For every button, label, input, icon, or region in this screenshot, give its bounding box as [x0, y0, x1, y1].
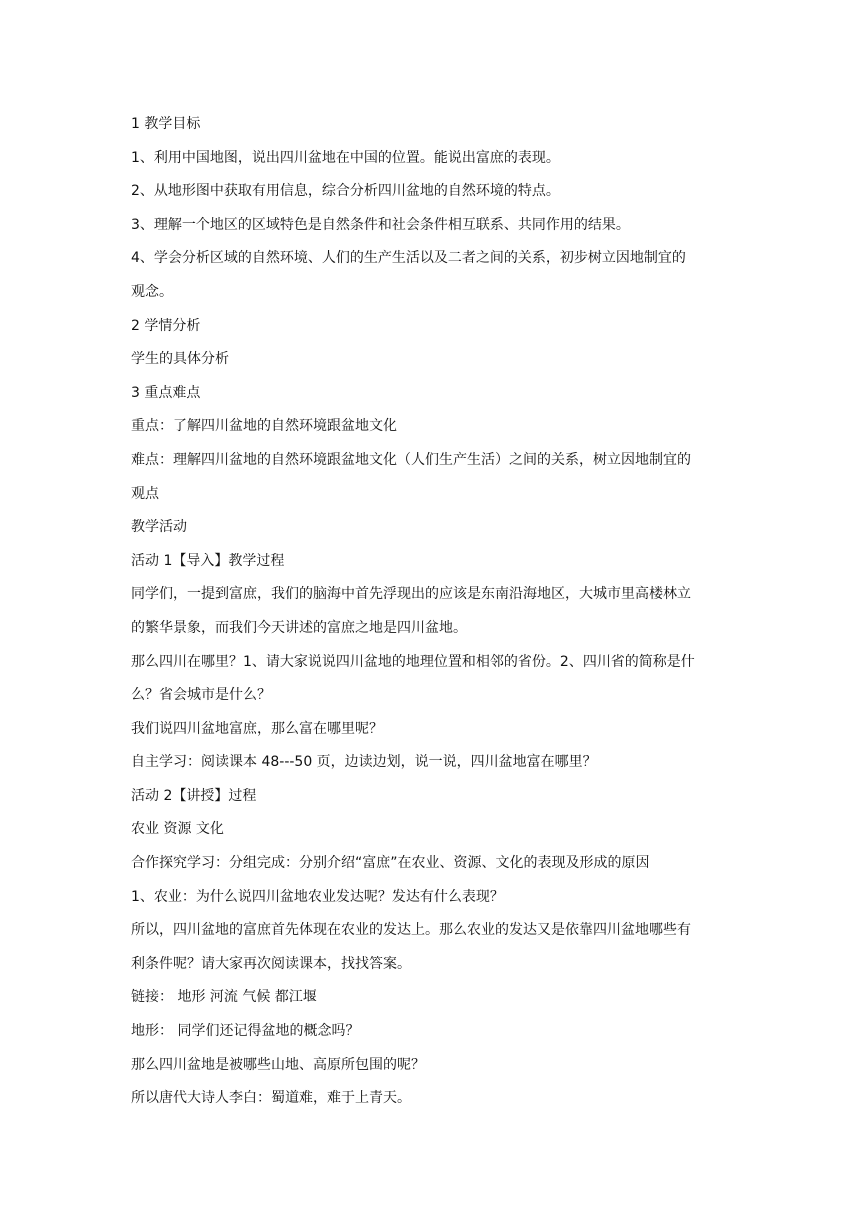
- paragraph-line: 么？省会城市是什么？: [131, 687, 271, 704]
- paragraph-line: 利条件呢？请大家再次阅读课本，找找答案。: [131, 955, 411, 972]
- paragraph-line: 的繁华景象，而我们今天讲述的富庶之地是四川盆地。: [131, 619, 467, 636]
- paragraph-line: 那么四川在哪里？1、请大家说说四川盆地的地理位置和相邻的省份。2、四川省的简称是什: [131, 653, 695, 670]
- heading-teaching-goals: 1 教学目标: [131, 116, 201, 132]
- document-body: [131, 108, 741, 1116]
- paragraph-line: 所以唐代大诗人李白：蜀道难，难于上青天。: [131, 1090, 411, 1107]
- paragraph-line: 自主学习：阅读课本 48---50 页，边读边划，说一说，四川盆地富在哪里？: [131, 754, 597, 771]
- paragraph-line: 农业 资源 文化: [131, 821, 224, 838]
- paragraph-line: 那么四川盆地是被哪些山地、高原所包围的呢？: [131, 1056, 425, 1073]
- goal-3: 3、理解一个地区的区域特色是自然条件和社会条件相互联系、共同作用的结果。: [131, 216, 630, 233]
- goal-1: 1、利用中国地图，说出四川盆地在中国的位置。能说出富庶的表现。: [131, 149, 560, 166]
- difficult-point-text: 难点：理解四川盆地的自然环境跟盆地文化（人们生产生活）之间的关系，树立因地制宜的: [131, 451, 691, 468]
- paragraph-line: 链接： 地形 河流 气候 都江堰: [131, 989, 317, 1006]
- goal-4-continued: 观念。: [131, 283, 173, 300]
- activity-2-heading: 活动 2【讲授】过程: [131, 787, 257, 804]
- difficult-point-continued: 观点: [131, 485, 159, 502]
- heading-student-analysis: 2 学情分析: [131, 317, 201, 334]
- heading-key-points: 3 重点难点: [131, 384, 201, 401]
- paragraph-line: 合作探究学习：分组完成：分别介绍“富庶”在农业、资源、文化的表现及形成的原因: [131, 855, 650, 872]
- key-point-text: 重点：了解四川盆地的自然环境跟盆地文化: [131, 418, 397, 435]
- paragraph-line: 我们说四川盆地富庶，那么富在哪里呢？: [131, 720, 383, 737]
- paragraph-line: 地形： 同学们还记得盆地的概念吗？: [131, 1023, 360, 1040]
- goal-4: 4、学会分析区域的自然环境、人们的生产生活以及二者之间的关系，初步树立因地制宜的: [131, 250, 686, 267]
- goal-2: 2、从地形图中获取有用信息，综合分析四川盆地的自然环境的特点。: [131, 183, 560, 200]
- activity-1-heading: 活动 1【导入】教学过程: [131, 552, 285, 569]
- heading-teaching-activities: 教学活动: [131, 519, 187, 536]
- student-analysis-text: 学生的具体分析: [131, 351, 229, 368]
- paragraph-line: 所以，四川盆地的富庶首先体现在农业的发达上。那么农业的发达又是依靠四川盆地哪些有: [131, 922, 691, 939]
- paragraph-line: 同学们，一提到富庶，我们的脑海中首先浮现出的应该是东南沿海地区，大城市里高楼林立: [131, 586, 691, 603]
- paragraph-line: 1、农业：为什么说四川盆地农业发达呢？发达有什么表现？: [131, 888, 504, 905]
